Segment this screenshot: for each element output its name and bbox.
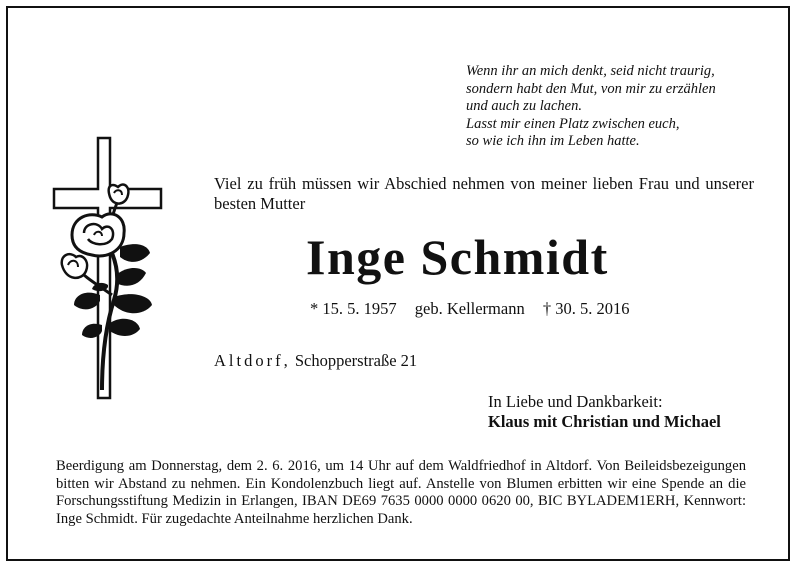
poem [466,63,776,151]
address [214,351,417,371]
maiden-name: geb. Kellermann [414,299,525,318]
address-street: Schopperstraße 21 [294,351,418,370]
poem-line: so wie ich ihn im Leben hatte. [466,133,640,149]
birth-date: * 15. 5. 1957 [310,299,397,318]
signature-names: Klaus mit Christian und Michael [488,412,721,431]
address-city: Altdorf, [214,351,291,370]
deceased-name: Inge Schmidt [306,229,609,285]
cross-with-roses-icon [50,135,165,405]
funeral-notice: Beerdigung am Donnerstag, dem 2. 6. 2016, um 14 Uhr auf dem Waldfriedhof in Altdorf. Von Beileidsbezeigungen bitten wir Abstand zu nehmen. Ein Kondolenzbuch liegt auf. Anstelle von Blumen erbitten wir eine Spende an die Forschungsstiftung Medizin in Erlangen, IBAN DE69 7635 0000 0000 0620 00, BIC BYLADEM1ERH, Kennwort: Inge Schmidt. Für zugedachte Anteilnahme herzlichen Dank. [56,458,746,527]
intro-text: Viel zu früh müssen wir Abschied nehmen von meiner lieben Frau und unserer besten Mutter [214,174,754,213]
death-date: † 30. 5. 2016 [542,299,630,318]
poem-line: sondern habt den Mut, von mir zu erzählen [466,80,716,97]
poem-line: Lasst mir einen Platz zwischen euch, [466,115,680,132]
poem-line: Wenn ihr an mich denkt, seid nicht traurig, [466,63,715,79]
poem-line: und auch zu lachen. [466,98,582,114]
signature [488,392,721,432]
signature-line: In Liebe und Dankbarkeit: [488,392,663,411]
life-dates [310,299,643,319]
